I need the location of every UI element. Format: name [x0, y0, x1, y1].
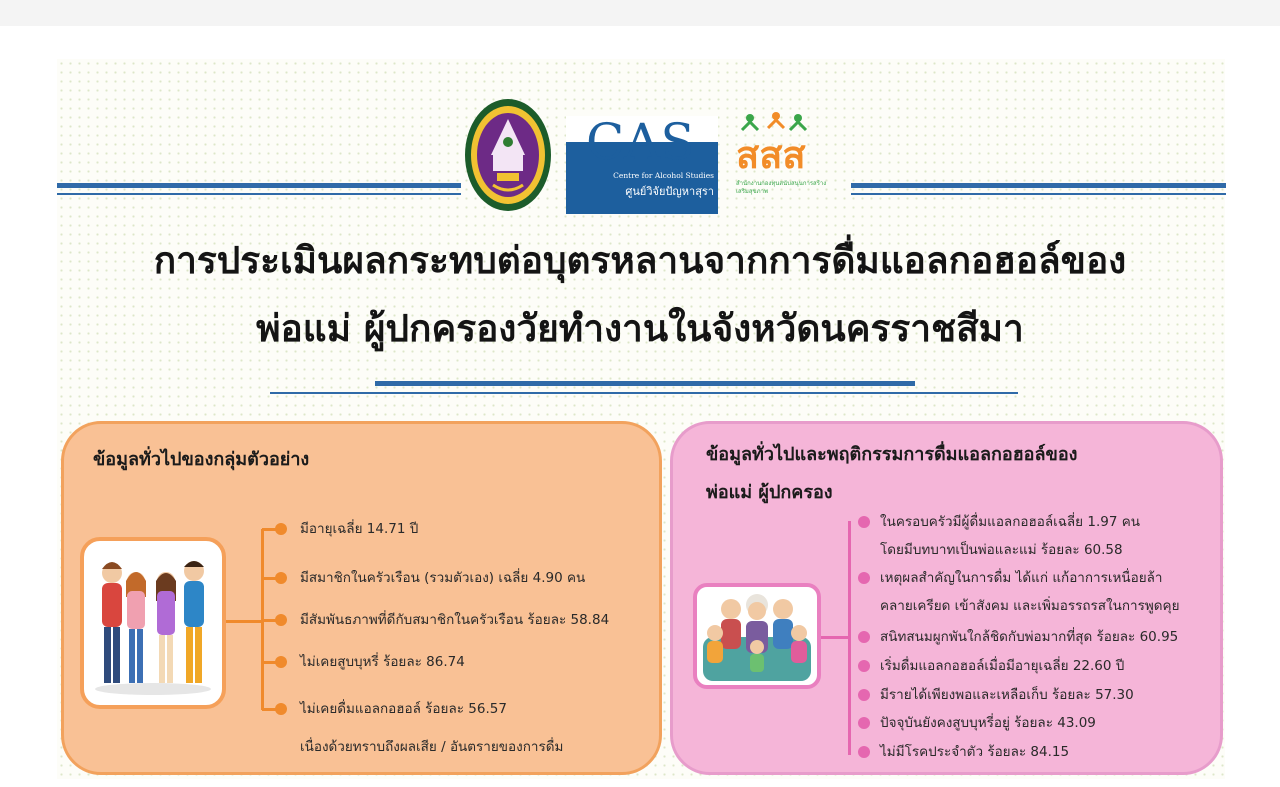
bullet-dot [858, 631, 870, 643]
parent-drinking-item: มีรายได้เพียงพอและเหลือเก็บ ร้อยละ 57.30 [880, 687, 1134, 703]
cas-logo-letters: CAS [586, 113, 695, 171]
parent-drinking-item: สนิทสนมผูกพันใกล้ชิดกับพ่อมากที่สุด ร้อยละ 60.95 [880, 629, 1179, 645]
bullet-dot [275, 614, 287, 626]
thaihealth-logo [736, 110, 840, 196]
family-illustration [693, 583, 821, 689]
thaihealth-logo-subtitle: สำนักงานกองทุนสนับสนุนการสร้างเสริมสุขภาพ [736, 180, 827, 195]
header-rule-right [851, 183, 1226, 188]
browser-top-strip [0, 0, 1280, 26]
bullet-dot [858, 717, 870, 729]
right-connector-stub [821, 636, 849, 639]
parent-drinking-heading-line2: พ่อแม่ ผู้ปกครอง [706, 482, 833, 503]
title-underline-thin [270, 392, 1018, 394]
bullet-stub [262, 708, 276, 711]
parent-drinking-item-continuation: คลายเครียด เข้าสังคม และเพิ่มอรรถรสในการพูดคุย [880, 598, 1180, 614]
bullet-dot [858, 689, 870, 701]
bullet-dot [275, 572, 287, 584]
bullet-dot [275, 656, 287, 668]
title-underline [375, 381, 915, 386]
bullet-dot [858, 660, 870, 672]
parent-drinking-item: ในครอบครัวมีผู้ดื่มแอลกอฮอล์เฉลี่ย 1.97 คน [880, 514, 1140, 530]
thaihealth-logo-letters: สสส [736, 133, 806, 177]
cas-logo-subtitle-en: Centre for Alcohol Studies [613, 171, 714, 180]
sample-info-item: มีอายุเฉลี่ย 14.71 ปี [300, 521, 419, 537]
bullet-dot [275, 703, 287, 715]
sample-info-item: ไม่เคยสูบบุหรี่ ร้อยละ 86.74 [300, 654, 465, 670]
header-rule-right-thin [851, 193, 1226, 195]
parent-drinking-item: ปัจจุบันยังคงสูบบุหรี่อยู่ ร้อยละ 43.09 [880, 715, 1096, 731]
bullet-stub [262, 577, 276, 580]
sample-info-item-continuation: เนื่องด้วยทราบถึงผลเสีย / อันตรายของการดื่ม [300, 739, 564, 755]
page-title-line1: การประเมินผลกระทบต่อบุตรหลานจากการดื่มแอลกอฮอล์ของ [153, 239, 1127, 282]
cas-logo-subtitle-th: ศูนย์วิจัยปัญหาสุรา [625, 185, 714, 198]
bullet-dot [275, 523, 287, 535]
bullet-stub [262, 661, 276, 664]
sample-info-item: ไม่เคยดื่มแอลกอฮอล์ ร้อยละ 56.57 [300, 701, 507, 717]
header-rule-left [57, 183, 461, 188]
sample-info-heading: ข้อมูลทั่วไปของกลุ่มตัวอย่าง [93, 449, 310, 470]
parent-drinking-item: เริ่มดื่มแอลกอฮอล์เมื่อมีอายุเฉลี่ย 22.60 ปี [880, 658, 1125, 674]
parent-drinking-item-continuation: โดยมีบทบาทเป็นพ่อและแม่ ร้อยละ 60.58 [880, 542, 1123, 558]
page-title-line2: พ่อแม่ ผู้ปกครองวัยทำงานในจังหวัดนครราชสีมา [256, 307, 1024, 350]
left-connector-stub [226, 620, 262, 623]
right-connector-line [848, 521, 851, 755]
teenagers-group-image [84, 541, 222, 705]
parent-drinking-heading-line1: ข้อมูลทั่วไปและพฤติกรรมการดื่มแอลกอฮอล์ของ [706, 444, 1078, 465]
bullet-stub [262, 528, 276, 531]
bullet-dot [858, 572, 870, 584]
parent-drinking-item: เหตุผลสำคัญในการดื่ม ได้แก่ แก้อาการเหนื่อยล้า [880, 570, 1163, 586]
parent-drinking-item: ไม่มีโรคประจำตัว ร้อยละ 84.15 [880, 744, 1070, 760]
bullet-stub [262, 619, 276, 622]
cas-logo [566, 113, 718, 214]
family-group-image [697, 587, 817, 685]
sample-info-item: มีสัมพันธภาพที่ดีกับสมาชิกในครัวเรือน ร้อยละ 58.84 [300, 612, 610, 628]
teenagers-illustration [80, 537, 226, 709]
bullet-dot [858, 746, 870, 758]
header-rule-left-thin [57, 193, 461, 195]
bullet-dot [858, 516, 870, 528]
sample-info-item: มีสมาชิกในครัวเรือน (รวมตัวเอง) เฉลี่ย 4.90 คน [300, 570, 586, 586]
university-seal-logo [463, 97, 553, 213]
